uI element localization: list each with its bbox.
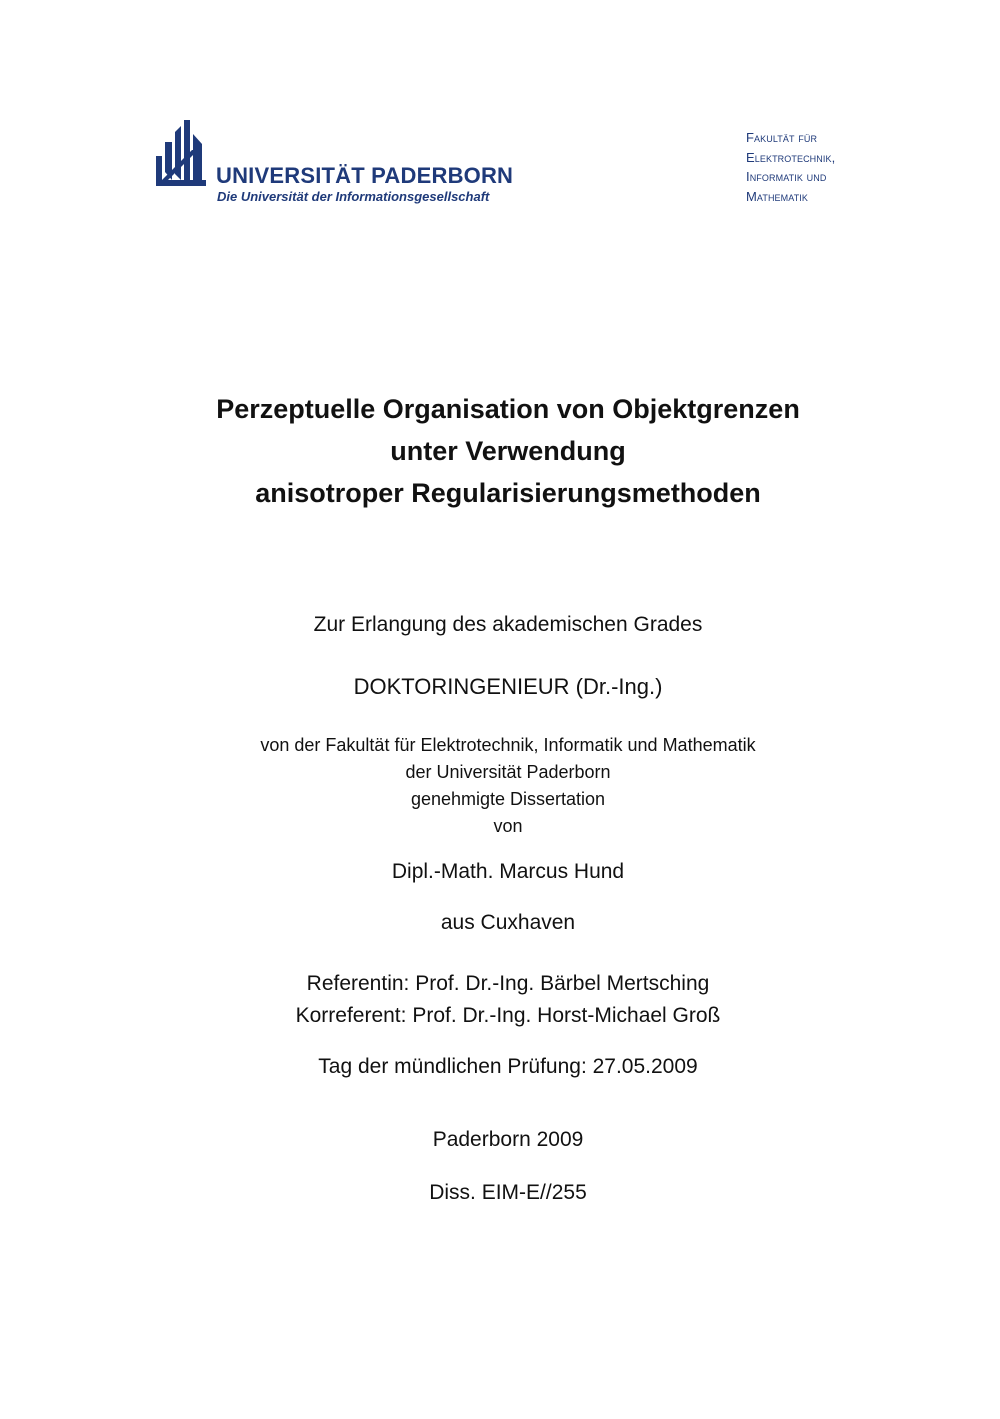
exam-date: Tag der mündlichen Prüfung: 27.05.2009 [318,1055,698,1078]
approval-line: genehmigte Dissertation [410,789,606,809]
faculty-line: Elektrotechnik, [746,149,836,165]
referent: Referentin: Prof. Dr.-Ing. Bärbel Mertsching [306,972,710,995]
university-name: UNIVERSITÄT PADERBORN [216,163,514,188]
degree-intro: Zur Erlangung des akademischen Grades [313,613,703,636]
faculty-line: Fakultät für [746,130,818,145]
dissertation-number: Diss. EIM-E//255 [429,1181,587,1204]
approval-line: von [493,816,523,836]
degree-name: DOKTORINGENIEUR (Dr.-Ing.) [353,674,663,699]
author-name: Dipl.-Math. Marcus Hund [391,860,625,883]
referees [0,968,1000,1032]
place-year: Paderborn 2009 [432,1128,584,1151]
university-logo [156,120,514,210]
approval-line: der Universität Paderborn [405,762,611,782]
faculty-label [746,128,835,206]
university-tagline: Die Universität der Informationsgesellschaft [217,189,490,204]
approval-statement [0,732,1000,840]
approval-line: von der Fakultät für Elektrotechnik, Informatik und Mathematik [260,735,756,755]
title-line: anisotroper Regularisierungsmethoden [255,478,761,508]
faculty-line: Informatik und [746,169,827,184]
title-line: unter Verwendung [390,436,626,466]
dissertation-title [0,388,1000,514]
author-origin: aus Cuxhaven [440,911,576,934]
title-line: Perzeptuelle Organisation von Objektgrenzen [216,394,800,424]
coreferent: Korreferent: Prof. Dr.-Ing. Horst-Michael Groß [295,1004,721,1027]
faculty-line: Mathematik [746,188,808,204]
university-emblem-icon [156,120,212,188]
